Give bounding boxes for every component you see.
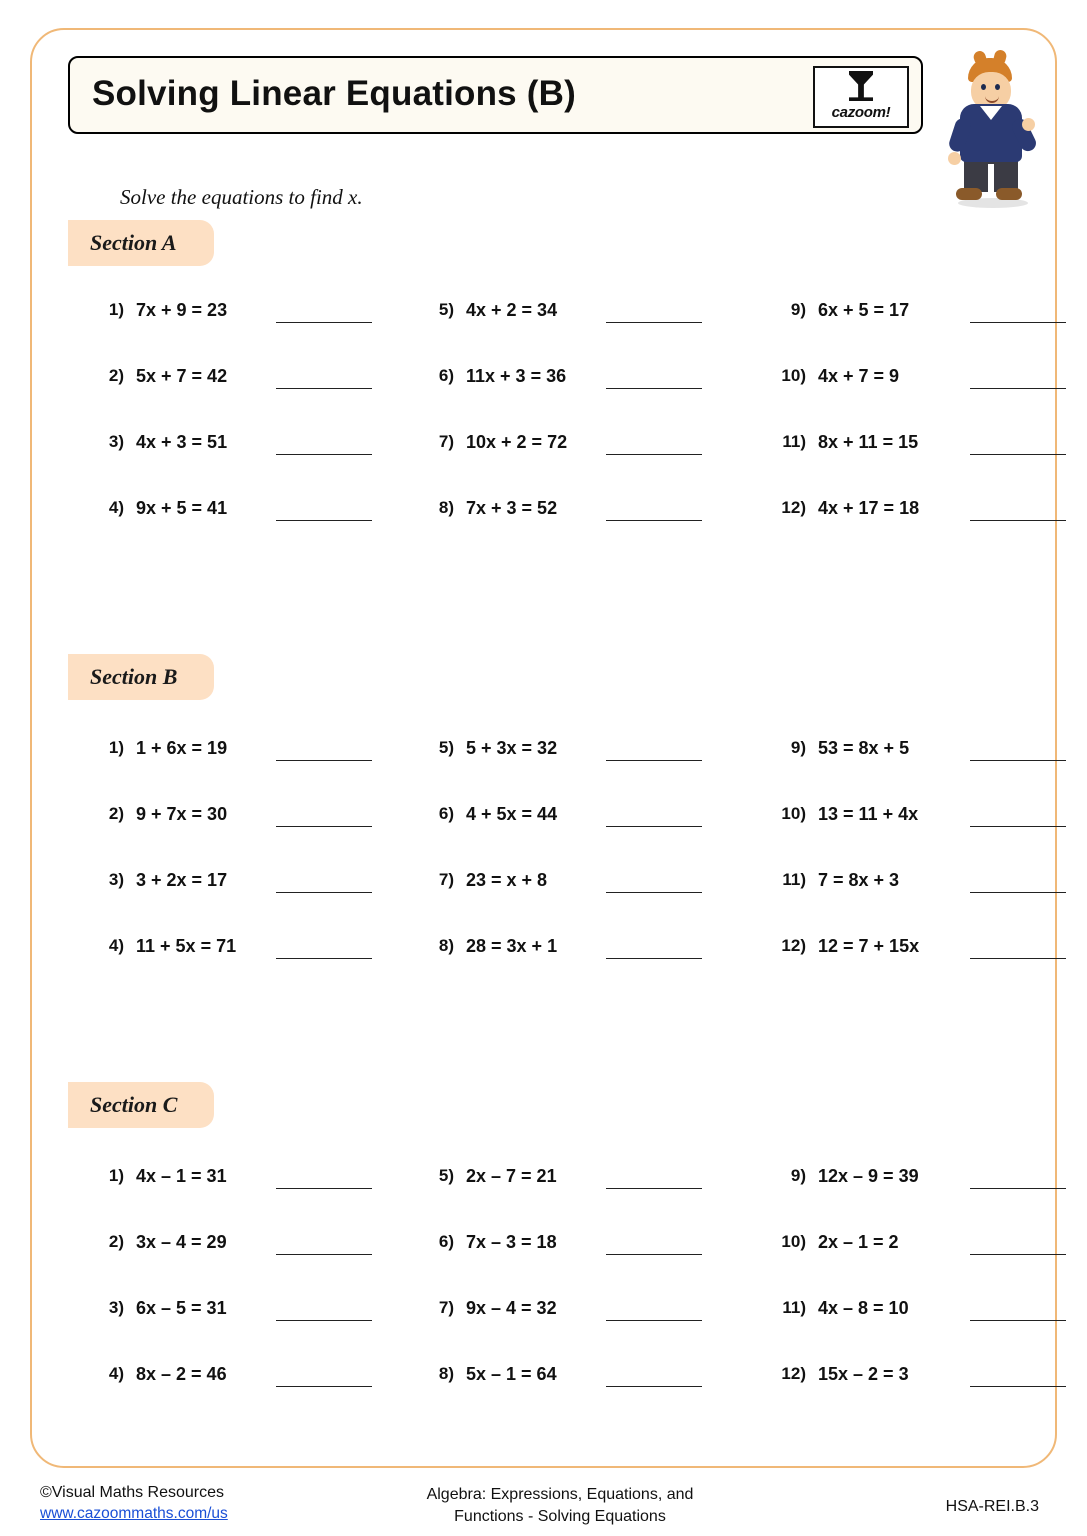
question-number: 3) (108, 1298, 124, 1317)
question-number: 7) (438, 432, 454, 451)
question-number: 3) (108, 870, 124, 889)
question-equation: 2x – 7 = 21 (466, 1166, 557, 1186)
question-number: 5) (438, 300, 454, 319)
question-row (90, 1290, 410, 1356)
question-row (90, 490, 410, 556)
question-row (90, 1356, 410, 1422)
question-equation: 6x – 5 = 31 (136, 1298, 227, 1318)
question-number: 1) (108, 738, 124, 757)
answer-blank[interactable] (606, 1386, 702, 1387)
question-equation: 15x – 2 = 3 (818, 1364, 909, 1384)
question-number: 2) (108, 366, 124, 385)
question-equation: 4 + 5x = 44 (466, 804, 558, 824)
question-row (420, 1158, 740, 1224)
question-equation: 4x + 17 = 18 (818, 498, 920, 518)
question-number: 10) (781, 1232, 806, 1251)
website-link[interactable]: www.cazoommaths.com/us (40, 1505, 228, 1522)
answer-blank[interactable] (606, 388, 702, 389)
footer-subject-line2: Functions - Solving Equations (454, 1507, 666, 1525)
question-row (420, 1224, 740, 1290)
question-equation: 5x – 1 = 64 (466, 1364, 557, 1384)
question-equation: 10x + 2 = 72 (466, 432, 568, 452)
section-heading-c (68, 1082, 214, 1128)
answer-blank[interactable] (276, 1254, 372, 1255)
answer-blank[interactable] (606, 958, 702, 959)
question-row (772, 796, 1072, 862)
question-equation: 12x – 9 = 39 (818, 1166, 919, 1186)
student-mascot-icon (938, 52, 1048, 212)
question-equation: 1 + 6x = 19 (136, 738, 228, 758)
question-equation: 11 + 5x = 71 (136, 936, 237, 956)
section-b-label: Section B (90, 664, 178, 689)
answer-blank[interactable] (606, 454, 702, 455)
question-equation: 9x + 5 = 41 (136, 498, 228, 518)
question-row (772, 292, 1072, 358)
question-row (420, 292, 740, 358)
worksheet-page (30, 28, 1057, 1468)
question-equation: 7x + 9 = 23 (136, 300, 228, 320)
question-number: 7) (438, 870, 454, 889)
question-equation: 9 + 7x = 30 (136, 804, 228, 824)
answer-blank[interactable] (970, 322, 1066, 323)
question-row (90, 862, 410, 928)
question-number: 12) (781, 936, 806, 955)
question-row (772, 358, 1072, 424)
answer-blank[interactable] (606, 520, 702, 521)
question-equation: 4x + 7 = 9 (818, 366, 900, 386)
question-number: 9) (790, 1166, 806, 1185)
question-row (420, 358, 740, 424)
answer-blank[interactable] (276, 1188, 372, 1189)
question-number: 8) (438, 1364, 454, 1383)
cazoom-hourglass-icon (846, 71, 876, 103)
answer-blank[interactable] (276, 1386, 372, 1387)
question-number: 6) (438, 1232, 454, 1251)
question-column (772, 730, 1072, 994)
question-column (420, 292, 740, 556)
copyright-text: ©Visual Maths Resources (40, 1484, 225, 1501)
question-column (420, 730, 740, 994)
question-number: 6) (438, 366, 454, 385)
answer-blank[interactable] (970, 1386, 1066, 1387)
answer-blank[interactable] (606, 1320, 702, 1321)
question-row (772, 1290, 1072, 1356)
title-bar (68, 56, 923, 134)
question-row (772, 730, 1072, 796)
answer-blank[interactable] (276, 760, 372, 761)
question-row (420, 928, 740, 994)
standard-code: HSA-REI.B.3 (945, 1498, 1039, 1515)
answer-blank[interactable] (970, 1254, 1066, 1255)
question-number: 10) (781, 366, 806, 385)
question-number: 3) (108, 432, 124, 451)
question-equation: 13 = 11 + 4x (818, 804, 919, 824)
question-number: 7) (438, 1298, 454, 1317)
footer-subject (380, 1484, 740, 1527)
footer (0, 1484, 1087, 1536)
question-column (772, 1158, 1072, 1422)
answer-blank[interactable] (606, 892, 702, 893)
section-heading-a (68, 220, 214, 266)
question-column (90, 1158, 410, 1422)
question-equation: 7 = 8x + 3 (818, 870, 900, 890)
question-row (420, 490, 740, 556)
question-number: 12) (781, 1364, 806, 1383)
page-title: Solving Linear Equations (B) (92, 74, 576, 113)
question-equation: 7x – 3 = 18 (466, 1232, 557, 1252)
question-row (90, 928, 410, 994)
question-row (90, 292, 410, 358)
question-column (90, 292, 410, 556)
answer-blank[interactable] (970, 1320, 1066, 1321)
answer-blank[interactable] (606, 760, 702, 761)
answer-blank[interactable] (276, 454, 372, 455)
question-equation: 11x + 3 = 36 (466, 366, 567, 386)
question-column (420, 1158, 740, 1422)
question-number: 9) (790, 300, 806, 319)
question-row (420, 424, 740, 490)
question-row (772, 1224, 1072, 1290)
question-number: 4) (108, 936, 124, 955)
footer-subject-line1: Algebra: Expressions, Equations, and (426, 1486, 694, 1503)
question-row (772, 1158, 1072, 1224)
question-equation: 7x + 3 = 52 (466, 498, 558, 518)
question-row (90, 358, 410, 424)
question-number: 5) (438, 738, 454, 757)
question-equation: 4x – 8 = 10 (818, 1298, 909, 1318)
answer-blank[interactable] (970, 388, 1066, 389)
section-c-label: Section C (90, 1092, 178, 1117)
question-equation: 8x – 2 = 46 (136, 1364, 227, 1384)
question-equation: 23 = x + 8 (466, 870, 548, 890)
answer-blank[interactable] (970, 1188, 1066, 1189)
question-row (90, 1158, 410, 1224)
question-equation: 5x + 7 = 42 (136, 366, 228, 386)
answer-blank[interactable] (970, 760, 1066, 761)
section-a-label: Section A (90, 230, 177, 255)
question-equation: 8x + 11 = 15 (818, 432, 919, 452)
question-number: 2) (108, 1232, 124, 1251)
answer-blank[interactable] (276, 892, 372, 893)
answer-blank[interactable] (276, 388, 372, 389)
question-equation: 53 = 8x + 5 (818, 738, 910, 758)
question-row (420, 730, 740, 796)
answer-blank[interactable] (606, 1188, 702, 1189)
question-equation: 4x – 1 = 31 (136, 1166, 227, 1186)
answer-blank[interactable] (276, 1320, 372, 1321)
question-equation: 4x + 3 = 51 (136, 432, 228, 452)
question-column (90, 730, 410, 994)
question-number: 5) (438, 1166, 454, 1185)
question-row (420, 796, 740, 862)
section-heading-b (68, 654, 214, 700)
question-row (90, 796, 410, 862)
question-number: 8) (438, 936, 454, 955)
answer-blank[interactable] (606, 1254, 702, 1255)
question-number: 8) (438, 498, 454, 517)
question-number: 1) (108, 300, 124, 319)
question-equation: 6x + 5 = 17 (818, 300, 910, 320)
answer-blank[interactable] (276, 520, 372, 521)
question-number: 9) (790, 738, 806, 757)
question-equation: 4x + 2 = 34 (466, 300, 558, 320)
question-row (772, 928, 1072, 994)
question-row (772, 490, 1072, 556)
question-equation: 9x – 4 = 32 (466, 1298, 557, 1318)
answer-blank[interactable] (606, 826, 702, 827)
answer-blank[interactable] (970, 520, 1066, 521)
question-row (420, 1290, 740, 1356)
question-column (772, 292, 1072, 556)
answer-blank[interactable] (276, 826, 372, 827)
answer-blank[interactable] (970, 958, 1066, 959)
question-number: 11) (782, 1298, 806, 1317)
cazoom-logo-text: cazoom! (831, 104, 891, 121)
answer-blank[interactable] (970, 826, 1066, 827)
question-equation: 28 = 3x + 1 (466, 936, 558, 956)
question-number: 2) (108, 804, 124, 823)
instruction-text: Solve the equations to find x. (120, 185, 363, 209)
answer-blank[interactable] (970, 454, 1066, 455)
question-row (90, 730, 410, 796)
question-equation: 12 = 7 + 15x (818, 936, 920, 956)
question-row (772, 862, 1072, 928)
question-equation: 3 + 2x = 17 (136, 870, 228, 890)
question-row (90, 1224, 410, 1290)
question-row (420, 862, 740, 928)
question-equation: 5 + 3x = 32 (466, 738, 558, 758)
cazoom-logo (813, 66, 909, 128)
question-number: 11) (782, 432, 806, 451)
answer-blank[interactable] (606, 322, 702, 323)
answer-blank[interactable] (276, 322, 372, 323)
question-number: 4) (108, 1364, 124, 1383)
answer-blank[interactable] (276, 958, 372, 959)
question-equation: 2x – 1 = 2 (818, 1232, 899, 1252)
question-number: 12) (781, 498, 806, 517)
question-number: 6) (438, 804, 454, 823)
footer-left (40, 1484, 228, 1523)
question-equation: 3x – 4 = 29 (136, 1232, 227, 1252)
question-number: 11) (782, 870, 806, 889)
answer-blank[interactable] (970, 892, 1066, 893)
question-row (772, 424, 1072, 490)
question-number: 10) (781, 804, 806, 823)
question-row (420, 1356, 740, 1422)
question-number: 1) (108, 1166, 124, 1185)
question-row (772, 1356, 1072, 1422)
question-row (90, 424, 410, 490)
question-number: 4) (108, 498, 124, 517)
